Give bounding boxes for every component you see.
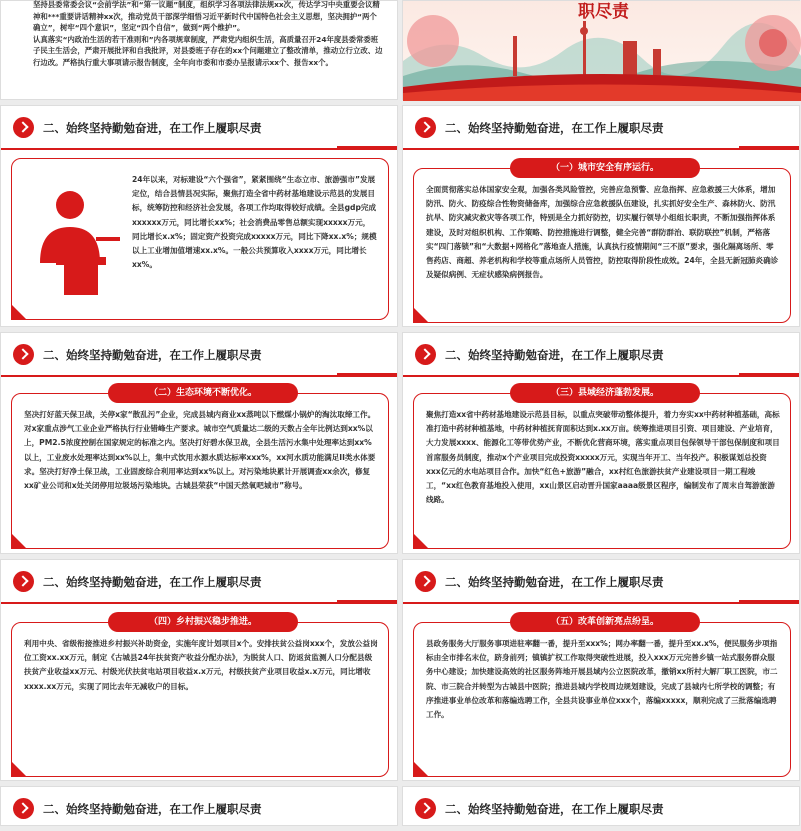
section-title: 二、始终坚持勤勉奋进，在工作上履职尽责 (445, 802, 664, 816)
section-title: 二、始终坚持勤勉奋进，在工作上履职尽责 (445, 348, 664, 362)
city-safety-title: （一）城市安全有序运行。 (510, 158, 700, 178)
rural-panel (11, 617, 389, 777)
city-safety-text: 全面贯彻落实总体国家安全观，加强各类风险管控，完善应急预警、应急指挥、应急救援三大体系，增加防汛、防火、防疫综合性物资储备库，加强综合应急救援队伍建设，扎实抓好安全生产、森林防火、防汛抗旱、防灾减灾救灾等各项工作，特别是全力抓好防控，切实履行领导小组组长职责，不断加强指挥体系建设，及时对组织机构、工作策略、防控措施进行调整，健全完善“群防群治、联防联控”机制，严格落实“四门落锁”和“大数据+网格化”落地查人措施，认真执行疫情期间“三不原”要求，强化隔离场所、零售药店、商超、养老机构和学校等重点场所人员管控，防控取得阶段性成效。24年，全县无新冠肺炎确诊及疑似病例、无症状感染病例报告。 (426, 185, 779, 280)
section-header (403, 333, 799, 377)
section-title: 二、始终坚持勤勉奋进，在工作上履职尽责 (43, 348, 262, 362)
speaker-icon (26, 175, 136, 305)
section-header (1, 333, 397, 377)
chevron-right-icon (415, 571, 436, 592)
section-title: 二、始终坚持勤勉奋进，在工作上履职尽责 (43, 575, 262, 589)
section-header (403, 787, 799, 831)
slide-reform-innovation (402, 559, 800, 781)
slide-banner (402, 0, 800, 100)
slide-next-right (402, 786, 800, 826)
section-title: 二、始终坚持勤勉奋进，在工作上履职尽责 (43, 121, 262, 135)
county-economy-title: （三）县域经济蓬勃发展。 (510, 383, 700, 403)
chevron-right-icon (13, 571, 34, 592)
overview-text: 24年以来，对标建设“六个强省”，紧紧围绕“生态立市、旅游强市”发展定位，结合县情县况实际，聚焦打造全省中药材基地建设示范县的发展目标，统筹防控和经济社会发展，各项工作均取得较好成绩。全县gdp完成xxxxxx万元，同比增长xx%；社会消费品零售总额实现xxxxx万元，同比增长x.x%；固定资产投资完成xxxxx万元，同比下降xx.x%；规模以上工业增加值增速xx.x%。一般公共预算收入xxxx万元，同比增长xx%。 (132, 175, 377, 270)
header-divider (403, 148, 799, 150)
corner-ornament (413, 307, 429, 323)
intro-text: 坚持县委常委会议“会前学法”和“第一议题”制度，组织学习各项法律法规xx次，传达学习中央重要会议精神和***重要讲话精神xx次，推动党员干部深学细悟习近平新时代中国特色社会主义思想，坚决拥护“两个确立”，树牢“四个意识”，坚定“四个自信”，做到“两个维护”。 认真落实“内政治生活的若干准则和”内各项规章制度，严肃党内组织生活，高质量召开24年度县委常委班子民主生活会，严肃开展批评和自我批评，对县委班子存在的xx个问题建立了整改清单，推动立行立改、边行边改。严格执行重大事项请示报告制度，全年向市委和市委办呈报请示xx个、报告xx个。 (33, 0, 383, 67)
slide-summary (0, 0, 398, 100)
corner-ornament (413, 533, 429, 549)
chevron-right-icon (415, 117, 436, 138)
section-header (403, 560, 799, 604)
section-title: 二、始终坚持勤勉奋进，在工作上履职尽责 (43, 802, 262, 816)
header-divider (403, 602, 799, 604)
ecology-title: （二）生态环境不断优化。 (108, 383, 298, 403)
overview-panel (11, 158, 389, 320)
section-title: 二、始终坚持勤勉奋进，在工作上履职尽责 (445, 121, 664, 135)
reform-text: 县政务服务大厅服务事项进驻率翻一番，提升至xxx%；网办率翻一番，提升至xx.x%，便民服务步项指标由全市排名末位，跻身前列；镇镇扩权工作取得突破性进展，投入xxx万元完善乡镇一站式服务群众服务中心建设；加快建设高效的社区服务阵地开展县域内公立医院改革，撤销xx所村大解厂职工医院，市二院、市三院合并转型为古城县中医院；推进县城内学校周边规划建设，完成了县城内七所学校的调整；有序推进事业单位改革和落编选聘工作，全县共设事业单位xxx个，落编xxxxx，顺利完成了三批落编选聘工作。 (426, 639, 778, 720)
county-economy-text: 聚焦打造xx省中药材基地建设示范县目标，以重点突破带动整体提升，着力夯实xx中药材种植基础，高标准打造中药材种植基地，中药材种植抚育面积达到x.xx万亩。统筹推进项目引资、项目建设、产业培育，大力发展xxxx、能源化工等带优势产业，不断优化营商环境，落实重点项目包保领导干部包保制度和项目首席服务员制度，推动x个产业项目完成投资xxxxx万元，实现当年开工、当年投产。积极谋划总投资xxx亿元的水电站项目合作。加快“红色+旅游”融合，xx村红色旅游扶贫产业建设项目一期工程竣工，“xx红色教育基地投入使用，xx山景区启动晋升国家aaaa级景区程序，编制发布了周末自驾游旅游线路。 (426, 410, 780, 505)
reform-title: （五）改革创新亮点纷呈。 (510, 612, 700, 632)
slide-county-economy (402, 332, 800, 554)
corner-ornament (11, 533, 27, 549)
ecology-text: 坚决打好蓝天保卫战，关停x家“散乱污”企业，完成县城内商业xx蒸吨以下燃煤小锅炉的淘汰取缔工作。对x家重点涉气工业企业严格执行行业错峰生产要求。城市空气质量达二级的天数占全年比例达到xx%以上，PM2.5浓度控制在国家规定的标准之内。坚决打好碧水保卫战，全县生活污水集中处理率达到xx%以上，工业废水处理率达到xx%以上，集中式饮用水源水质达标率xxx%，xx河水质功能满足II类水体要求。坚决打好净土保卫战，工业固废综合利用率达到xx%以上。对污染地块累计开展调查xx余次，修复xx矿业公司和x处关闭停用垃圾场污染地块。古城县荣获“中国天然氧吧城市”称号。 (24, 410, 376, 491)
chevron-right-icon (13, 798, 34, 819)
slide-next-left (0, 786, 398, 826)
corner-ornament (11, 304, 27, 320)
reform-panel (413, 617, 791, 777)
header-divider (403, 375, 799, 377)
header-divider (1, 375, 397, 377)
section-title: 二、始终坚持勤勉奋进，在工作上履职尽责 (445, 575, 664, 589)
corner-ornament (11, 761, 27, 777)
section-header (1, 560, 397, 604)
corner-ornament (413, 761, 429, 777)
chevron-right-icon (13, 344, 34, 365)
chevron-right-icon (13, 117, 34, 138)
city-safety-panel (413, 163, 791, 323)
chevron-right-icon (415, 798, 436, 819)
section-header (1, 106, 397, 150)
slide-city-safety (402, 105, 800, 327)
chevron-right-icon (415, 344, 436, 365)
county-economy-panel (413, 388, 791, 549)
section-header (403, 106, 799, 150)
ecology-panel (11, 388, 389, 549)
header-divider (1, 148, 397, 150)
header-divider (1, 602, 397, 604)
rural-text: 利用中央、省级衔接推进乡村振兴补助资金，实施年度计划项目x个。安排扶贫公益岗xxx个，发放公益岗位工资xx.xx万元，制定《古城县24年扶贫资产收益分配办法》，为脱贫人口、防返贫监测人口分配县级扶贫产业收益xx万元、村级光伏扶贫电站项目收益x.x万元，村级扶贫产业项目收益x.x万元，同比增收xxxx.xx万元，实现了同比去年无减收户的目标。 (24, 639, 378, 691)
slide-overview (0, 105, 398, 327)
slide-ecology (0, 332, 398, 554)
section-header (1, 787, 397, 831)
slide-rural-revitalization (0, 559, 398, 781)
rural-title: （四）乡村振兴稳步推进。 (108, 612, 298, 632)
banner-title: 职尽责 (578, 2, 629, 22)
